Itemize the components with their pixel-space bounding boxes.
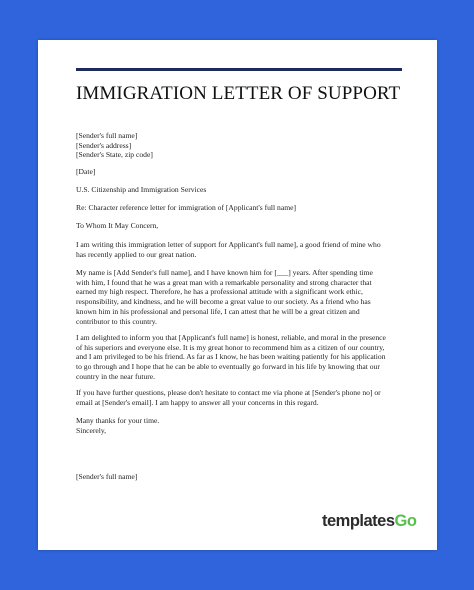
paragraph-line: My name is [Add Sender's full name], and I have known him for [___] years. After spending time (76, 268, 373, 277)
paragraph-line: contributor to this country. (76, 316, 157, 326)
letter-title: IMMIGRATION LETTER OF SUPPORT (76, 83, 401, 104)
paragraph-line: responsibility, and kindness, and he will become a great value to our society. As a friend who has (76, 297, 371, 307)
paragraph-line: I am delighted to inform you that [Applicant's full name] is honest, reliable, and moral in the presence (76, 333, 386, 342)
salutation-text: To Whom It May Concern, (76, 221, 159, 230)
title-rule (76, 68, 402, 71)
paragraph-3 (76, 333, 406, 382)
recipient (76, 185, 406, 195)
closing (76, 416, 406, 435)
paragraph-line: has recently applied to our great nation. (76, 249, 197, 259)
templatesgo-logo (322, 510, 422, 532)
subject-line (76, 203, 406, 213)
date-text: [Date] (76, 167, 96, 176)
paragraph-line: If you have further questions, please don't hesitate to contact me via phone at [Sender's phone no] or (76, 388, 381, 397)
recipient-text: U.S. Citizenship and Immigration Services (76, 185, 207, 194)
paragraph-2 (76, 268, 406, 326)
sender-address: [Sender's address] (76, 140, 132, 150)
letter-date (76, 167, 406, 177)
logo-part-go: Go (394, 512, 417, 530)
paragraph-line: with him, I found that he was a great man with a remarkable personality and strong character that (76, 277, 372, 287)
paragraph-line: and I am privileged to be his friend. As far as I know, he has been waiting patiently for his application (76, 352, 386, 362)
paragraph-4 (76, 388, 406, 407)
paragraph-line: to go through and I hope that he can be able to eventually go forward in his life by knowing that our (76, 362, 380, 372)
paragraph-line: email at [Sender's email]. I am happy to answer all your concerns in this regard. (76, 397, 319, 407)
sender-block (76, 131, 406, 160)
sender-name: [Sender's full name] (76, 131, 138, 140)
logo-part-templates: templates (322, 512, 395, 530)
paragraph-line: I am writing this immigration letter of support for Applicant's full name], a good friend of mine who (76, 240, 381, 249)
closing-sincerely: Sincerely, (76, 425, 107, 435)
paragraph-line: known him in his professional and personal life, I can attest that he will be a great citizen and (76, 306, 360, 316)
salutation (76, 221, 406, 231)
paragraph-line: of his superiors and everyone else. It is my great honor to recommend him as a citizen of our country, (76, 342, 385, 352)
paragraph-line: country in the near future. (76, 371, 156, 381)
sender-state-zip: [Sender's State, zip code] (76, 150, 153, 160)
paragraph-1 (76, 240, 406, 259)
signature (76, 472, 406, 482)
subject-text: Re: Character reference letter for immigration of [Applicant's full name] (76, 203, 297, 212)
paragraph-line: earned my high respect. Therefore, he has a professional attitude with a significant work ethic, (76, 287, 363, 297)
closing-thanks: Many thanks for your time. (76, 416, 160, 425)
signature-text: [Sender's full name] (76, 472, 138, 481)
